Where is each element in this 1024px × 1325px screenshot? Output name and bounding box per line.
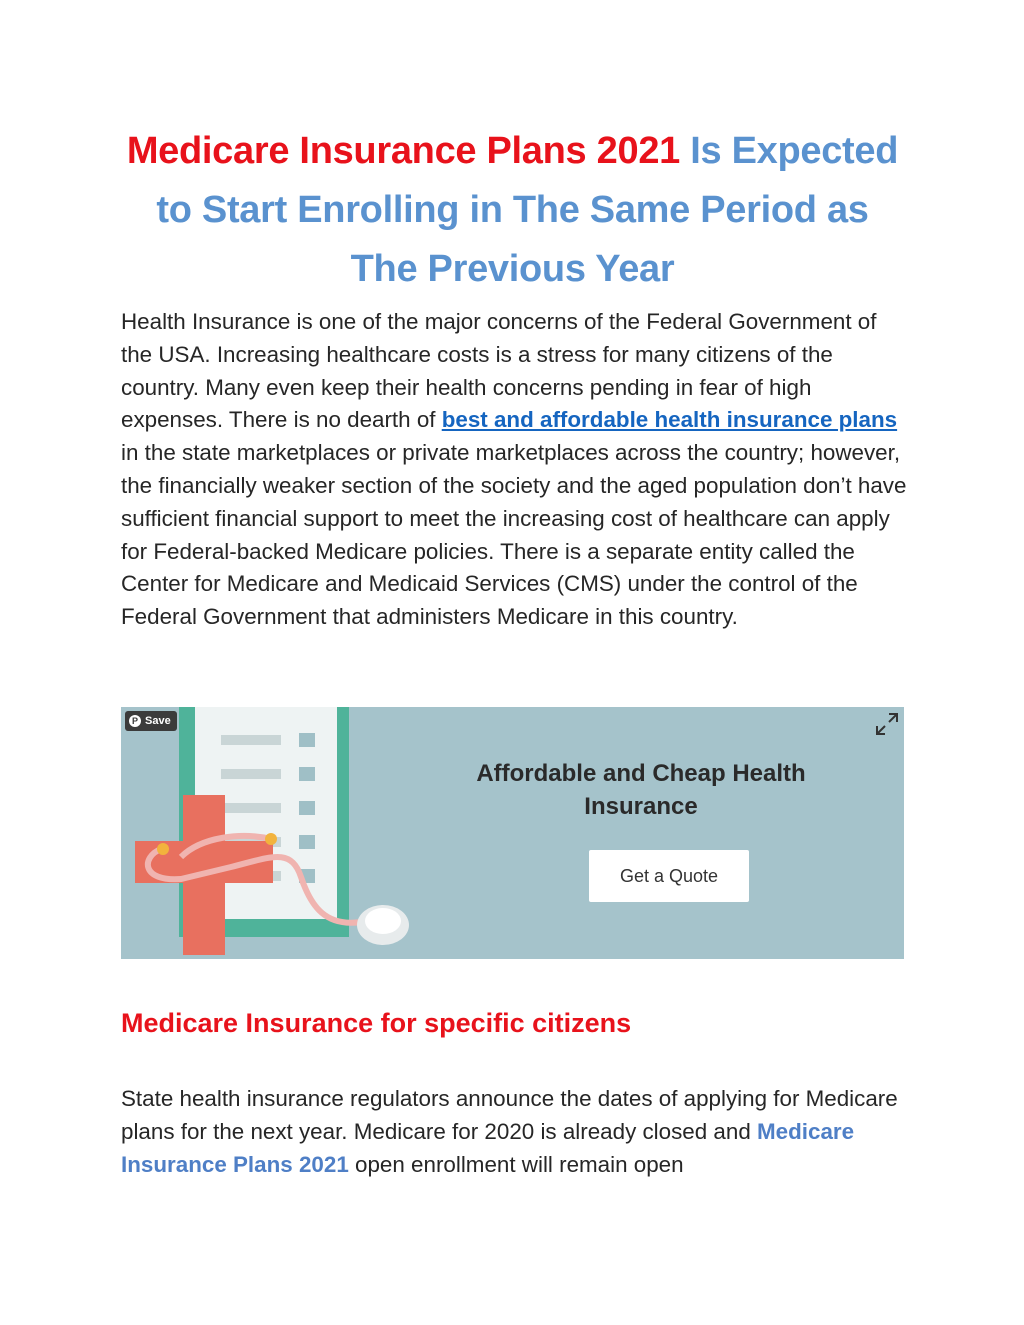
clipboard-stethoscope-illustration: [121, 707, 421, 959]
section-paragraph: [121, 1083, 911, 1181]
intro-text-start: Health Insurance is one of the major concerns of the Federal Government of the USA. Increasing healthcare costs is a stress for many citizens of the country. Many even keep their health concerns pending in fear of high expenses. There is no dearth of: [121, 309, 877, 433]
medicare-2021-link[interactable]: Medicare Insurance Plans 2021: [121, 1118, 855, 1177]
insurance-banner[interactable]: [121, 707, 904, 959]
intro-paragraph: [121, 306, 911, 634]
title-red-part: Medicare Insurance Plans 2021: [126, 130, 680, 172]
pinterest-save-button[interactable]: [125, 711, 177, 731]
pinterest-icon: P: [129, 715, 141, 727]
affordable-plans-link[interactable]: best and affordable health insurance plans: [441, 407, 898, 433]
save-label: Save: [145, 715, 171, 727]
section-heading: Medicare Insurance for specific citizens: [121, 1008, 632, 1038]
banner-heading: Affordable and Cheap Health Insurance: [476, 760, 806, 820]
title-blue-part: Is Expected to Start Enrolling in The Same Period as The Previous Year: [156, 130, 899, 290]
section-text-end: open enrollment will remain open: [348, 1151, 684, 1177]
intro-text-end: in the state marketplaces or private marketplaces across the country; however, the financially weaker section of the society and the aged population don’t have sufficient financial support to meet the increasing cost of healthcare can apply for Federal-backed Medicare policies. There is a separate entity called the Center for Medicare and Medicaid Services (CMS) under the control of the Federal Government that administers Medicare in this country.: [121, 440, 907, 630]
get-a-quote-button[interactable]: Get a Quote: [589, 850, 749, 902]
page-title: [121, 122, 904, 299]
section-text-start: State health insurance regulators announce the dates of applying for Medicare plans for the next year. Medicare for 2020 is already closed and: [121, 1086, 898, 1144]
expand-icon[interactable]: [874, 711, 900, 737]
